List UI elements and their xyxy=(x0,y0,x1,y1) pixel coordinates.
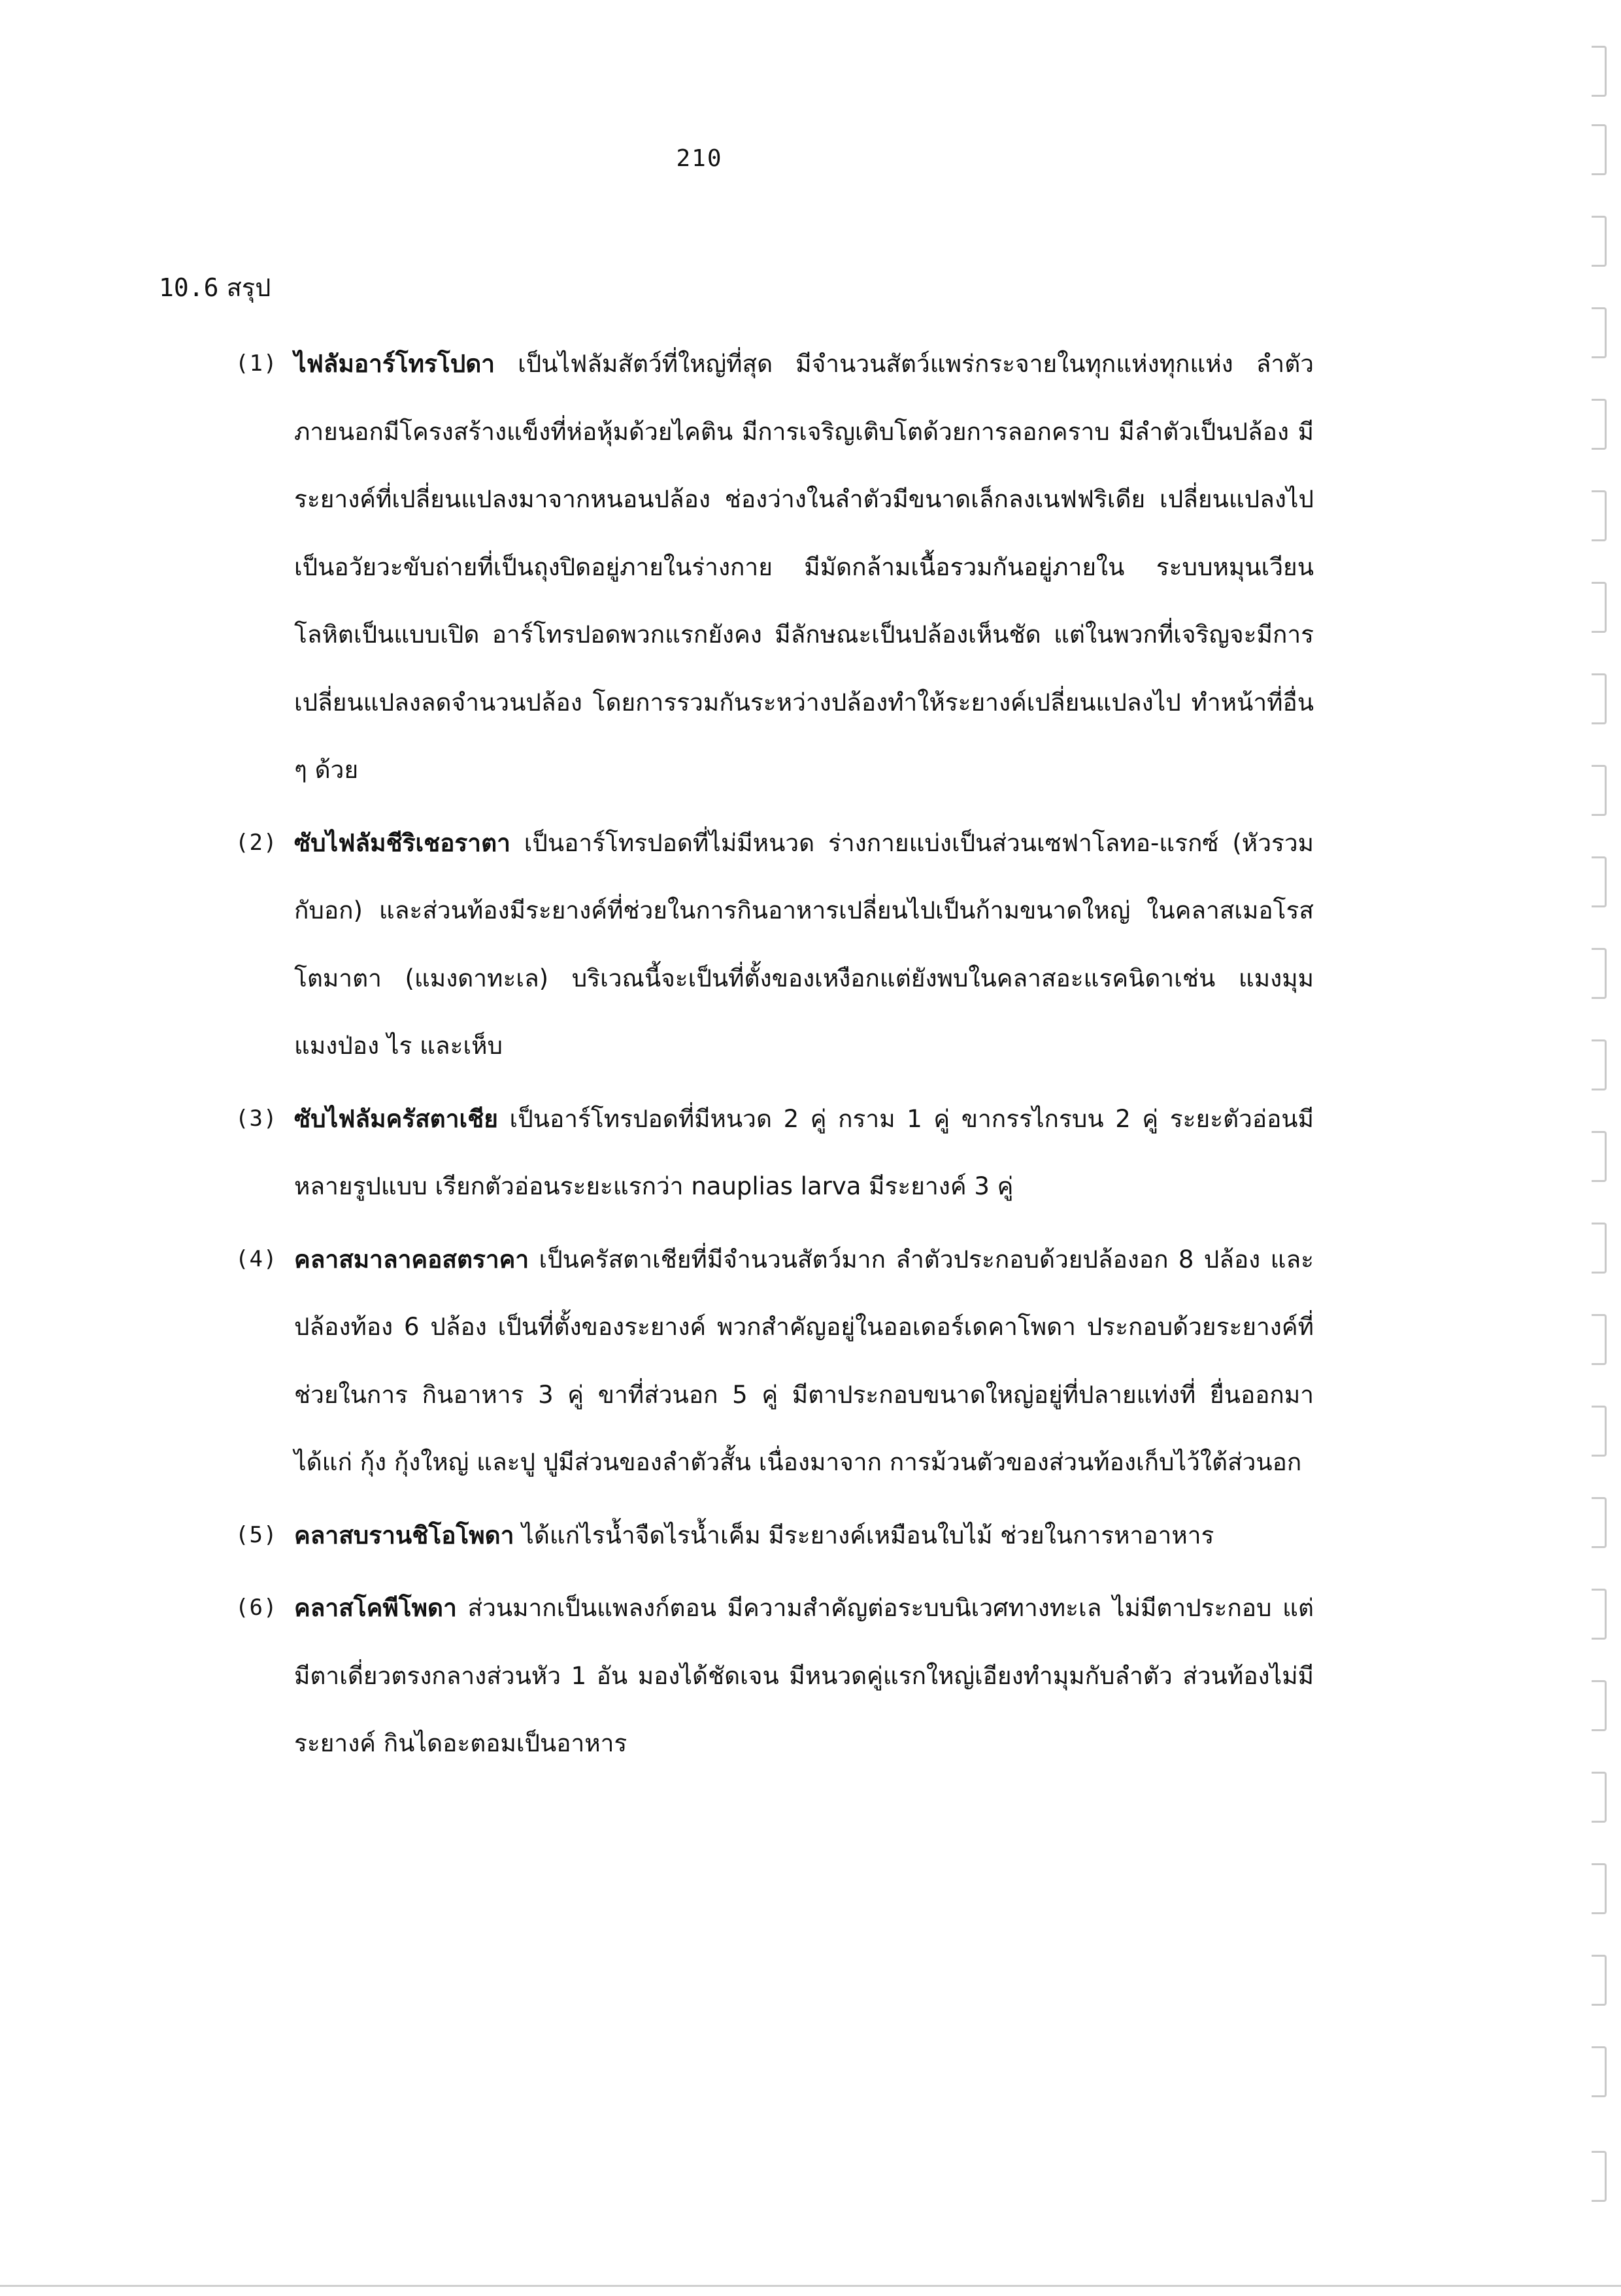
item-term: ซับไฟลัมครัสตาเชีย xyxy=(294,1104,498,1133)
item-term: คลาสโคพีโพดา xyxy=(294,1594,457,1622)
section-number: 10.6 xyxy=(159,273,219,302)
binder-hole-mark xyxy=(1592,124,1607,175)
binder-hole-mark xyxy=(1592,1680,1607,1731)
item-paragraph xyxy=(294,1226,1314,1496)
binder-hole-mark xyxy=(1592,307,1607,358)
item-term: คลาสมาลาคอสตราคา xyxy=(294,1245,529,1274)
item-body: เป็นไฟลัมสัตว์ที่ใหญ่ที่สุด มีจำนวนสัตว์แพร่กระจายในทุกแห่งทุกแห่ง ลำตัวภายนอกมีโครงสร้างแข็งที่ห่อหุ้มด้วยไคติน มีการเจริญเติบโตด้วยการลอกคราบ มีลำตัวเป็นปล้อง มีระยางค์ที่เปลี่ยนแปลงมาจากหนอนปล้อง ช่องว่างในลำตัวมีขนาดเล็กลงเนฟฟริเดีย เปลี่ยนแปลงไปเป็นอวัยวะขับถ่ายที่เป็นถุงปิดอยู่ภายในร่างกาย มีมัดกล้ามเนื้อรวมกันอยู่ภายใน ระบบหมุนเวียนโลหิตเป็นแบบเปิด อาร์โทรปอดพวกแรกยังคง มีลักษณะเป็นปล้องเห็นชัด แต่ในพวกที่เจริญจะมีการเปลี่ยนแปลงลดจำนวนปล้อง โดยการรวมกันระหว่างปล้องทำให้ระยางค์เปลี่ยนแปลงไป ทำหน้าที่อื่น ๆ ด้วย xyxy=(294,350,1314,784)
binder-hole-mark xyxy=(1592,1406,1607,1457)
binder-hole-mark xyxy=(1592,1039,1607,1090)
section-title: สรุป xyxy=(226,273,271,302)
page-bottom-edge xyxy=(0,2285,1621,2287)
item-paragraph xyxy=(294,1502,1314,1570)
item-number: (1) xyxy=(235,350,278,377)
binder-margin xyxy=(1582,0,1621,2296)
item-paragraph xyxy=(294,1574,1314,1778)
item-term: ซับไฟลัมชีริเชอราตา xyxy=(294,828,510,857)
binder-hole-mark xyxy=(1592,2046,1607,2097)
binder-hole-mark xyxy=(1592,490,1607,541)
page-number: 210 xyxy=(676,145,723,172)
summary-item-5 xyxy=(235,1502,1314,1570)
binder-hole-mark xyxy=(1592,216,1607,267)
binder-hole-mark xyxy=(1592,2151,1607,2202)
item-term: ไฟลัมอาร์โทรโปดา xyxy=(294,350,495,378)
item-body: เป็นครัสตาเชียที่มีจำนวนสัตว์มาก ลำตัวประกอบด้วยปล้องอก 8 ปล้อง และปล้องท้อง 6 ปล้อง เป็นที่ตั้งของระยางค์ พวกสำคัญอยู่ในออเดอร์เดคาโพดา ประกอบด้วยระยางค์ที่ช่วยในการ กินอาหาร 3 คู่ ขาที่ส่วนอก 5 คู่ มีตาประกอบขนาดใหญ่อยู่ที่ปลายแท่งที่ ยื่นออกมาได้แก่ กุ้ง กุ้งใหญ่ และปู ปูมีส่วนของลำตัวสั้น เนื่องมาจาก การม้วนตัวของส่วนท้องเก็บไว้ใต้ส่วนอก xyxy=(294,1245,1314,1476)
summary-item-3 xyxy=(235,1085,1314,1221)
binder-hole-mark xyxy=(1592,673,1607,724)
item-paragraph xyxy=(294,330,1314,804)
binder-hole-mark xyxy=(1592,765,1607,816)
binder-hole-mark xyxy=(1592,1497,1607,1548)
binder-hole-mark xyxy=(1592,1863,1607,1914)
binder-hole-mark xyxy=(1592,1314,1607,1365)
item-number: (6) xyxy=(235,1595,278,1621)
binder-hole-mark xyxy=(1592,399,1607,450)
summary-item-4 xyxy=(235,1226,1314,1496)
summary-item-6 xyxy=(235,1574,1314,1778)
binder-hole-mark xyxy=(1592,1589,1607,1640)
item-paragraph xyxy=(294,809,1314,1080)
summary-list xyxy=(235,330,1314,1783)
item-body: ได้แก่ไรน้ำจืดไรน้ำเค็ม มีระยางค์เหมือนใบไม้ ช่วยในการหาอาหาร xyxy=(522,1521,1214,1549)
summary-item-1 xyxy=(235,330,1314,804)
binder-hole-mark xyxy=(1592,1772,1607,1823)
binder-hole-mark xyxy=(1592,856,1607,907)
item-term: คลาสบรานชิโอโพดา xyxy=(294,1521,514,1549)
binder-hole-mark xyxy=(1592,1955,1607,2006)
binder-hole-mark xyxy=(1592,46,1607,97)
item-paragraph xyxy=(294,1085,1314,1221)
item-body: ส่วนมากเป็นแพลงก์ตอน มีความสำคัญต่อระบบนิเวศทางทะเล ไม่มีตาประกอบ แต่มีตาเดี่ยวตรงกลางส่วนหัว 1 อัน มองได้ชัดเจน มีหนวดคู่แรกใหญ่เอียงทำมุมกับลำตัว ส่วนท้องไม่มีระยางค์ กินไดอะตอมเป็นอาหาร xyxy=(294,1594,1314,1757)
item-number: (4) xyxy=(235,1245,278,1272)
binder-hole-mark xyxy=(1592,948,1607,999)
item-number: (5) xyxy=(235,1521,278,1548)
item-number: (2) xyxy=(235,829,278,856)
binder-hole-mark xyxy=(1592,582,1607,633)
item-body: เป็นอาร์โทรปอดที่ไม่มีหนวด ร่างกายแบ่งเป็นส่วนเซฟาโลทอ-แรกซ์ (หัวรวมกับอก) และส่วนท้องมีระยางค์ที่ช่วยในการกินอาหารเปลี่ยนไปเป็นก้ามขนาดใหญ่ ในคลาสเมอโรสโตมาตา (แมงดาทะเล) บริเวณนี้จะเป็นที่ตั้งของเหงือกแต่ยังพบในคลาสอะแรคนิดาเช่น แมงมุม แมงป่อง ไร และเห็บ xyxy=(294,828,1314,1060)
item-body: เป็นอาร์โทรปอดที่มีหนวด 2 คู่ กราม 1 คู่ ขากรรไกรบน 2 คู่ ระยะตัวอ่อนมีหลายรูปแบบ เรียกตัวอ่อนระยะแรกว่า nauplias larva มีระยางค์ 3 คู่ xyxy=(294,1104,1314,1200)
section-heading xyxy=(159,272,271,303)
summary-item-2 xyxy=(235,809,1314,1080)
item-number: (3) xyxy=(235,1105,278,1132)
binder-hole-mark xyxy=(1592,1223,1607,1274)
binder-hole-mark xyxy=(1592,1131,1607,1182)
